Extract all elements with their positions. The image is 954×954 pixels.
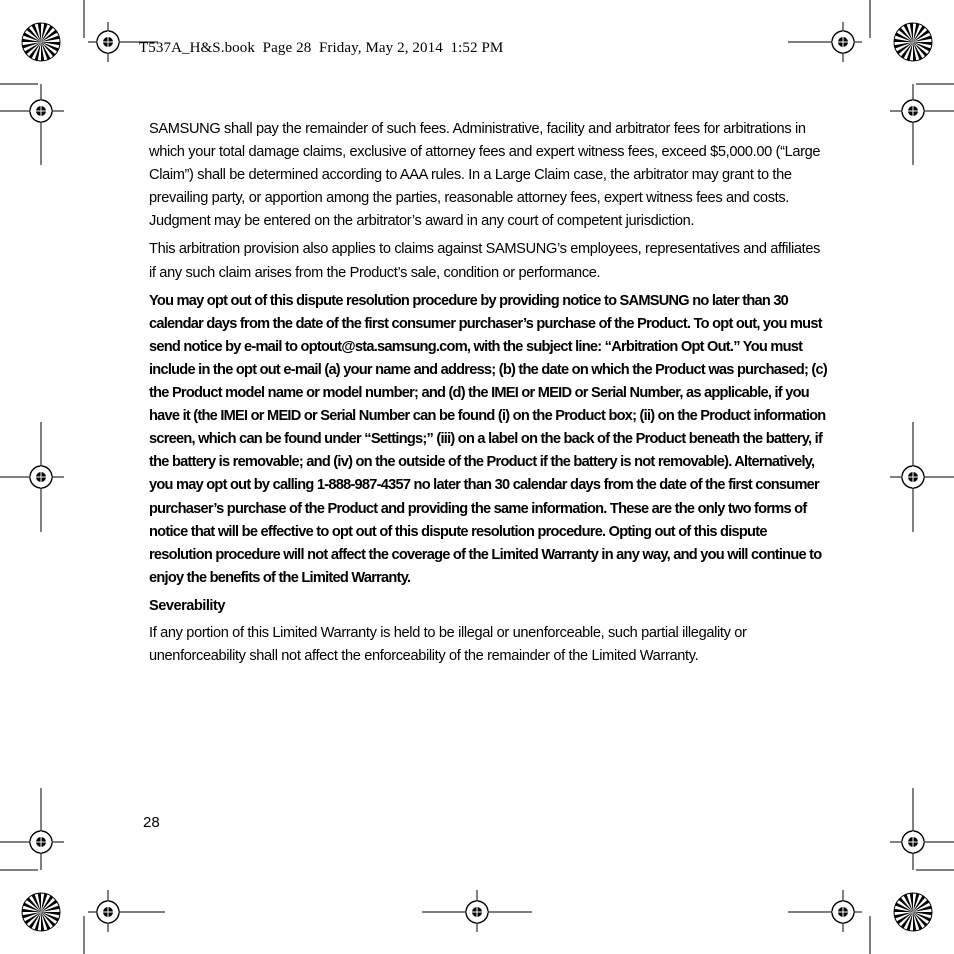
paragraph-severability: If any portion of this Limited Warranty is held to be illegal or unenforceable, such partial illegality or unenforceability shall not affect the enforceability of the remainder of the Limited Warranty.	[149, 624, 747, 665]
starburst-mark-icon	[894, 893, 932, 931]
starburst-mark-icon	[22, 893, 60, 931]
registration-target-icon	[97, 901, 119, 923]
registration-target-icon	[466, 901, 488, 923]
paragraph-opt-out: You may opt out of this dispute resolution procedure by providing notice to SAMSUNG no later than 30 calendar days from the date of the first consumer purchaser’s purchase of the Product. To opt out, you must send notice by e-mail to optout@sta.samsung.com, with the subject line: “Arbitration Opt Out.” You must include in the opt out e-mail (a) your name and address; (b) the date on which the Product was purchased; (c) the Product model name or model number; and (d) the IMEI or MEID or Serial Number, as applicable, if you have it (the IMEI or MEID or Serial Number can be found (i) on the Product box; (ii) on the Product information screen, which can be found under “Settings;” (iii) on a label on the back of the Product beneath the battery, if the battery is removable; and (iv) on the outside of the Product if the battery is not removable). Alternatively, you may opt out by calling 1-888-987-4357 no later than 30 calendar days from the date of the first consumer purchaser’s purchase of the Product and providing the same information. These are the only two forms of notice that will be effective to opt out of this dispute resolution procedure. Opting out of this dispute resolution procedure will not affect the coverage of the Limited Warranty in any way, and you will continue to enjoy the benefits of the Limited Warranty.	[149, 292, 828, 586]
file-info-header: T537A_H&S.book Page 28 Friday, May 2, 2014 1:52 PM	[139, 40, 504, 56]
registration-target-icon	[30, 100, 52, 122]
paragraph-fees: SAMSUNG shall pay the remainder of such fees. Administrative, facility and arbitrator fees for arbitrations in which your total damage claims, exclusive of attorney fees and expert witness fees, exceed $5,000.00 (“Large Claim”) shall be determined according to AAA rules. In a Large Claim case, the arbitrator may grant to the prevailing party, or apportion among the parties, reasonable attorney fees, expert witness fees and costs. Judgment may be entered on the arbitrator’s award in any court of competent jurisdiction.	[149, 121, 821, 230]
starburst-mark-icon	[22, 23, 60, 61]
registration-target-icon	[97, 31, 119, 53]
registration-target-icon	[832, 901, 854, 923]
registration-target-icon	[30, 831, 52, 853]
paragraph-scope: This arbitration provision also applies to claims against SAMSUNG’s employees, representatives and affiliates if any such claim arises from the Product’s sale, condition or performance.	[149, 241, 821, 281]
registration-target-icon	[30, 466, 52, 488]
section-heading: Severability	[149, 597, 225, 614]
registration-target-icon	[902, 466, 924, 488]
registration-target-icon	[902, 100, 924, 122]
body-text	[149, 118, 829, 673]
registration-target-icon	[902, 831, 924, 853]
starburst-mark-icon	[894, 23, 932, 61]
registration-target-icon	[832, 31, 854, 53]
page-number: 28	[143, 814, 160, 831]
